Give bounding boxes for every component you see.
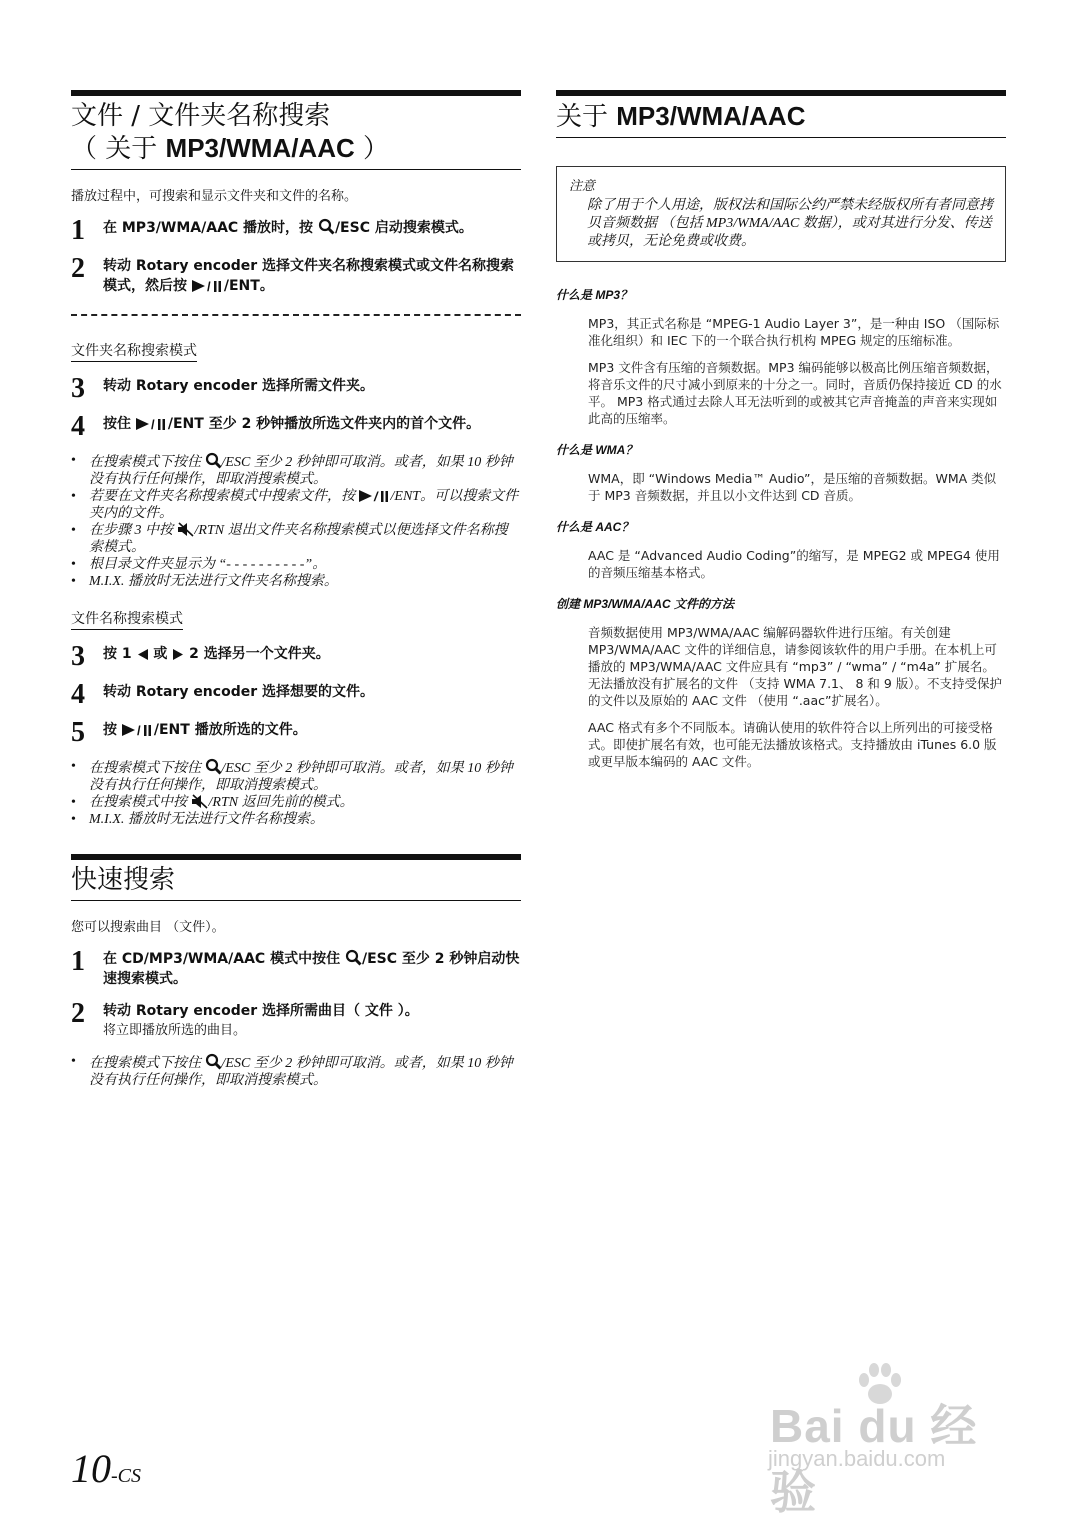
step-2: 2 转动 Rotary encoder 选择文件夹名称搜索模式或文件名称搜索模式，然后按 / /ENT。 xyxy=(71,253,514,294)
step-4-folder: 4 按住 / /ENT 至少 2 秒钟播放所选文件夹内的首个文件。 xyxy=(71,411,481,442)
folder-mode-heading: 文件夹名称搜索模式 xyxy=(71,340,197,362)
left-arrow-icon xyxy=(137,648,149,661)
aac-paragraph: AAC 是 “Advanced Audio Coding”的缩写，是 MPEG2 或 MPEG4 使用的音频压缩基本格式。 xyxy=(588,548,1000,580)
play-pause-icon xyxy=(136,417,168,431)
quick-step-1: 1 在 CD/MP3/WMA/AAC 模式中按住 /ESC 至少 2 秒钟启动快速搜索模式。 xyxy=(71,946,520,987)
title-line-2: （ 关于 MP3/WMA/AAC ） xyxy=(71,133,390,164)
page-number: 10-CS xyxy=(71,1446,141,1491)
svg-text:/: / xyxy=(206,279,211,293)
quick-step-2: 2 转动 Rotary encoder 选择所需曲目（ 文件 ）。 将立即播放所选的曲目。 xyxy=(71,998,419,1038)
play-pause-icon xyxy=(122,723,154,737)
play-pause-icon xyxy=(192,279,224,293)
note-item: • 根目录文件夹显示为 “- - - - - - - - - -”。 xyxy=(71,556,521,573)
section-title-quick-search: 快速搜索 xyxy=(71,854,521,901)
copyright-note-box xyxy=(556,166,1006,262)
play-pause-icon xyxy=(359,489,391,503)
note-item: • 在搜索模式下按住 /ESC 至少 2 秒钟即可取消。或者，如果 10 秒钟没有执行任何操作，即取消搜索模式。 xyxy=(71,452,521,488)
mute-icon xyxy=(177,522,195,537)
step-3-folder: 3 转动 Rotary encoder 选择所需文件夹。 xyxy=(71,373,374,404)
search-icon xyxy=(318,218,335,235)
watermark-brand: Bai du 经验 xyxy=(770,1400,978,1518)
note-item: • 在搜索模式下按住 /ESC 至少 2 秒钟即可取消。或者，如果 10 秒钟没有执行任何操作，即取消搜索模式。 xyxy=(71,1053,521,1089)
left-column xyxy=(71,90,521,1101)
heading-create-files: 创建 MP3/WMA/AAC 文件的方法 xyxy=(556,597,734,611)
step-3-file: 3 按 1 或 2 选择另一个文件夹。 xyxy=(71,641,330,672)
wma-paragraph: WMA，即 “Windows Media™ Audio”，是压缩的音频数据。WMA 类似于 MP3 音频数据，并且以小文件达到 CD 音质。 xyxy=(588,471,997,503)
note-item: • 若要在文件夹名称搜索模式中搜索文件，按 / /ENT。可以搜索文件夹内的文件。 xyxy=(71,488,521,522)
heading-what-is-wma: 什么是 WMA？ xyxy=(556,443,638,457)
note-item: • 在搜索模式中按 /RTN 返回先前的模式。 xyxy=(71,794,521,811)
section-title-file-folder-search xyxy=(71,90,521,170)
heading-what-is-mp3: 什么是 MP3？ xyxy=(556,288,633,302)
note-item: • M.I.X. 播放时无法进行文件夹名称搜索。 xyxy=(71,573,521,590)
search-icon xyxy=(205,452,222,469)
mp3-paragraph-1: MP3，其正式名称是 “MPEG-1 Audio Layer 3”，是一种由 ISO （国际标准化组织）和 IEC 下的一个联合执行机构 MPEG 规定的压缩标准。 xyxy=(588,316,1000,348)
watermark-url: jingyan.baidu.com xyxy=(768,1446,946,1471)
quick-search-intro: 您可以搜索曲目 （文件）。 xyxy=(71,920,225,935)
step-5-file: 5 按 / /ENT 播放所选的文件。 xyxy=(71,717,307,748)
title-line-1: 文件 / 文件夹名称搜索 xyxy=(71,101,331,131)
file-mode-heading: 文件名称搜索模式 xyxy=(71,608,183,630)
quick-search-notes xyxy=(71,1053,521,1089)
search-icon xyxy=(205,1053,222,1070)
note-item: • 在步骤 3 中按 /RTN 退出文件夹名称搜索模式以便选择文件名称搜索模式。 xyxy=(71,522,521,556)
right-column xyxy=(556,90,1006,780)
search-icon xyxy=(205,758,222,775)
folder-mode-notes xyxy=(71,452,521,590)
svg-text:/: / xyxy=(136,723,141,737)
right-arrow-icon xyxy=(172,648,184,661)
svg-text:/: / xyxy=(150,417,155,431)
heading-what-is-aac: 什么是 AAC？ xyxy=(556,520,634,534)
step-1: 1 在 MP3/WMA/AAC 播放时，按 /ESC 启动搜索模式。 xyxy=(71,215,473,246)
mute-icon xyxy=(191,794,209,809)
section-title-about-mp3: 关于 MP3/WMA/AAC xyxy=(556,90,1006,138)
note-item: • 在搜索模式下按住 /ESC 至少 2 秒钟即可取消。或者，如果 10 秒钟没有执行任何操作，即取消搜索模式。 xyxy=(71,758,521,794)
note-text: 除了用于个人用途，版权法和国际公约严禁未经版权所有者同意拷贝音频数据 （包括 MP3/WMA/AAC 数据），或对其进行分发、传送或拷贝，无论免费或收费。 xyxy=(587,198,993,249)
intro-text: 播放过程中，可搜索和显示文件夹和文件的名称。 xyxy=(71,189,358,204)
note-label: 注意 xyxy=(569,178,596,193)
search-icon xyxy=(345,949,362,966)
note-item: • M.I.X. 播放时无法进行文件名称搜索。 xyxy=(71,811,521,828)
baidu-jingyan-watermark xyxy=(760,1360,1010,1518)
create-paragraph-2: AAC 格式有多个不同版本。请确认使用的软件符合以上所列出的可接受格式。即使扩展名有效，也可能无法播放该格式。支持播放由 iTunes 6.0 版或更早版本编码的 AAC 文件。 xyxy=(588,720,997,769)
mp3-paragraph-2: MP3 文件含有压缩的音频数据。MP3 编码能够以极高比例压缩音频数据，将音乐文件的尺寸减小到原来的十分之一。同时，音质仍保持接近 CD 的水平。 MP3 格式通过去除人耳无法听到的或被其它声音掩盖的声音来实现如此高的压缩率。 xyxy=(588,360,1002,426)
svg-text:/: / xyxy=(373,489,378,503)
dashed-divider xyxy=(71,314,521,316)
step-4-file: 4 转动 Rotary encoder 选择想要的文件。 xyxy=(71,679,374,710)
file-mode-notes xyxy=(71,758,521,828)
create-paragraph-1: 音频数据使用 MP3/WMA/AAC 编解码器软件进行压缩。有关创建 MP3/WMA/AAC 文件的详细信息，请参阅该软件的用户手册。在本机上可播放的 MP3/WMA/AAC 文件应具有 “mp3” / “wma” / “m4a” 扩展名。无法播放没有扩展名的文件 （支持 WMA 7.1、 8 和 9 版）。不支持受保护的文件以及原始的 AAC 文件 （使用 “.aac”扩展名）。 xyxy=(588,625,1003,708)
